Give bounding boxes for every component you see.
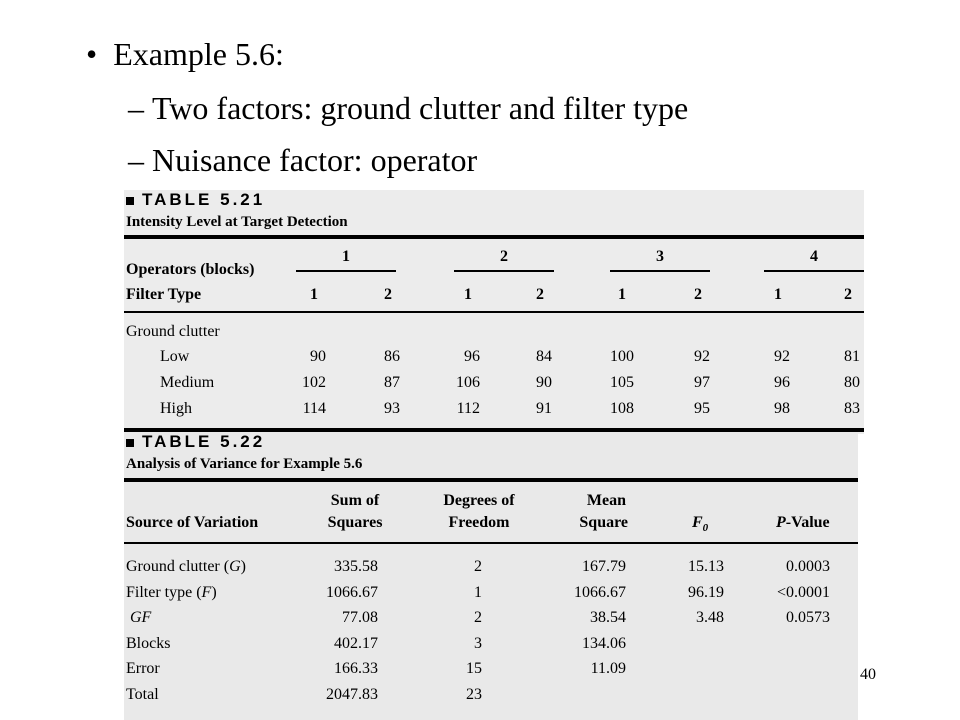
- ss-cell: 335.58: [334, 558, 378, 575]
- operators-header: Operators (blocks): [126, 261, 255, 278]
- df-cell: 3: [474, 634, 482, 652]
- table-cell: 95: [694, 400, 710, 417]
- table-cell: 106: [456, 374, 480, 391]
- source-cell: Total: [126, 685, 159, 703]
- bullet-text: Example 5.6:: [113, 36, 284, 72]
- ms-header-1: Mean: [586, 492, 626, 509]
- filter-type-header: Filter Type: [126, 286, 202, 303]
- source-cell: Filter type (F): [126, 583, 217, 601]
- table-cell: 97: [694, 374, 710, 391]
- ms-cell: 11.09: [590, 660, 626, 677]
- ss-cell: 402.17: [334, 634, 378, 652]
- table-cell: 92: [694, 348, 710, 365]
- table-cell: 83: [844, 400, 860, 417]
- table-cell: 87: [384, 374, 400, 391]
- source-cell: Blocks: [126, 634, 171, 652]
- table-cell: 80: [844, 374, 860, 391]
- operator-4: 4: [810, 248, 818, 265]
- ss-cell: 1066.67: [326, 583, 378, 601]
- p-cell: 0.0573: [786, 609, 830, 626]
- filter-type-col: 2: [694, 286, 702, 303]
- ms-cell: 1066.67: [574, 583, 626, 601]
- top-rule: [124, 478, 858, 482]
- p-value-header: P-Value: [776, 514, 830, 531]
- filter-type-col: 2: [536, 286, 544, 303]
- f0-cell: 3.48: [696, 609, 724, 626]
- p-cell: <0.0001: [776, 583, 830, 601]
- ms-header-2: Square: [579, 514, 628, 531]
- table-cell: 102: [302, 374, 326, 391]
- filter-type-col: 2: [384, 286, 392, 303]
- table-cell: 84: [536, 348, 552, 365]
- operator-rule: [454, 270, 554, 272]
- f0-cell: 15.13: [688, 558, 724, 575]
- top-rule: [124, 235, 864, 239]
- ms-cell: 38.54: [590, 609, 626, 626]
- df-cell: 2: [474, 609, 482, 626]
- table-cell: 114: [302, 400, 326, 417]
- table-cell: 92: [774, 348, 790, 365]
- operator-3: 3: [656, 248, 664, 265]
- table-5-22: [124, 432, 858, 720]
- source-cell: Ground clutter (G): [126, 558, 246, 575]
- table-cell: 96: [464, 348, 480, 365]
- table-cell: 86: [384, 348, 400, 365]
- df-cell: 23: [466, 685, 482, 703]
- source-cell: GF: [130, 609, 152, 626]
- df-cell: 2: [474, 558, 482, 575]
- ss-cell: 77.08: [342, 609, 378, 626]
- filter-type-col: 1: [618, 286, 626, 303]
- df-header-1: Degrees of: [443, 492, 515, 509]
- table-caption: Intensity Level at Target Detection: [126, 214, 348, 230]
- ss-cell: 2047.83: [326, 685, 378, 703]
- f0-cell: 96.19: [688, 583, 724, 601]
- table-cell: 90: [536, 374, 552, 391]
- ms-cell: 167.79: [582, 558, 626, 575]
- ss-cell: 166.33: [334, 660, 378, 677]
- ss-header-1: Sum of: [330, 492, 380, 509]
- table-cell: 98: [774, 400, 790, 417]
- table-cell: 81: [844, 348, 860, 365]
- table-cell: 90: [310, 348, 326, 365]
- table-label: TABLE 5.21: [126, 190, 265, 210]
- table-label: TABLE 5.22: [126, 432, 265, 452]
- table-cell: 91: [536, 400, 552, 417]
- df-cell: 15: [466, 660, 482, 677]
- filter-type-col: 2: [844, 286, 852, 303]
- source-header: Source of Variation: [126, 514, 259, 531]
- row-label: Low: [160, 348, 190, 365]
- table-5-21: [124, 190, 864, 434]
- row-label: Medium: [160, 374, 215, 391]
- filter-type-col: 1: [464, 286, 472, 303]
- table-cell: 100: [610, 348, 634, 365]
- ms-cell: 134.06: [582, 634, 626, 652]
- operator-2: 2: [500, 248, 508, 265]
- page-number: 40: [860, 666, 876, 683]
- operator-rule: [764, 270, 864, 272]
- table-cell: 108: [610, 400, 634, 417]
- ground-clutter-label: Ground clutter: [126, 323, 220, 340]
- filter-type-col: 1: [774, 286, 782, 303]
- header-rule: [124, 542, 858, 544]
- p-cell: 0.0003: [786, 558, 830, 575]
- sub-item-factors: – Two factors: ground clutter and filter type: [128, 90, 689, 126]
- table-cell: 93: [384, 400, 400, 417]
- df-cell: 1: [474, 583, 482, 601]
- header-rule: [124, 311, 864, 313]
- source-cell: Error: [126, 660, 160, 677]
- operator-rule: [296, 270, 396, 272]
- df-header-2: Freedom: [448, 514, 510, 531]
- sub-item-nuisance: – Nuisance factor: operator: [128, 142, 478, 178]
- row-label: High: [160, 400, 192, 417]
- bullet-example: • Example 5.6:: [86, 36, 284, 72]
- table-cell: 96: [774, 374, 790, 391]
- table-cell: 112: [456, 400, 480, 417]
- ss-header-2: Squares: [327, 514, 383, 531]
- filter-type-col: 1: [310, 286, 318, 303]
- operator-rule: [610, 270, 710, 272]
- f0-header: $F_0$: [692, 514, 709, 535]
- operator-1: 1: [342, 248, 350, 265]
- table-cell: 105: [610, 374, 634, 391]
- table-caption: Analysis of Variance for Example 5.6: [126, 456, 363, 472]
